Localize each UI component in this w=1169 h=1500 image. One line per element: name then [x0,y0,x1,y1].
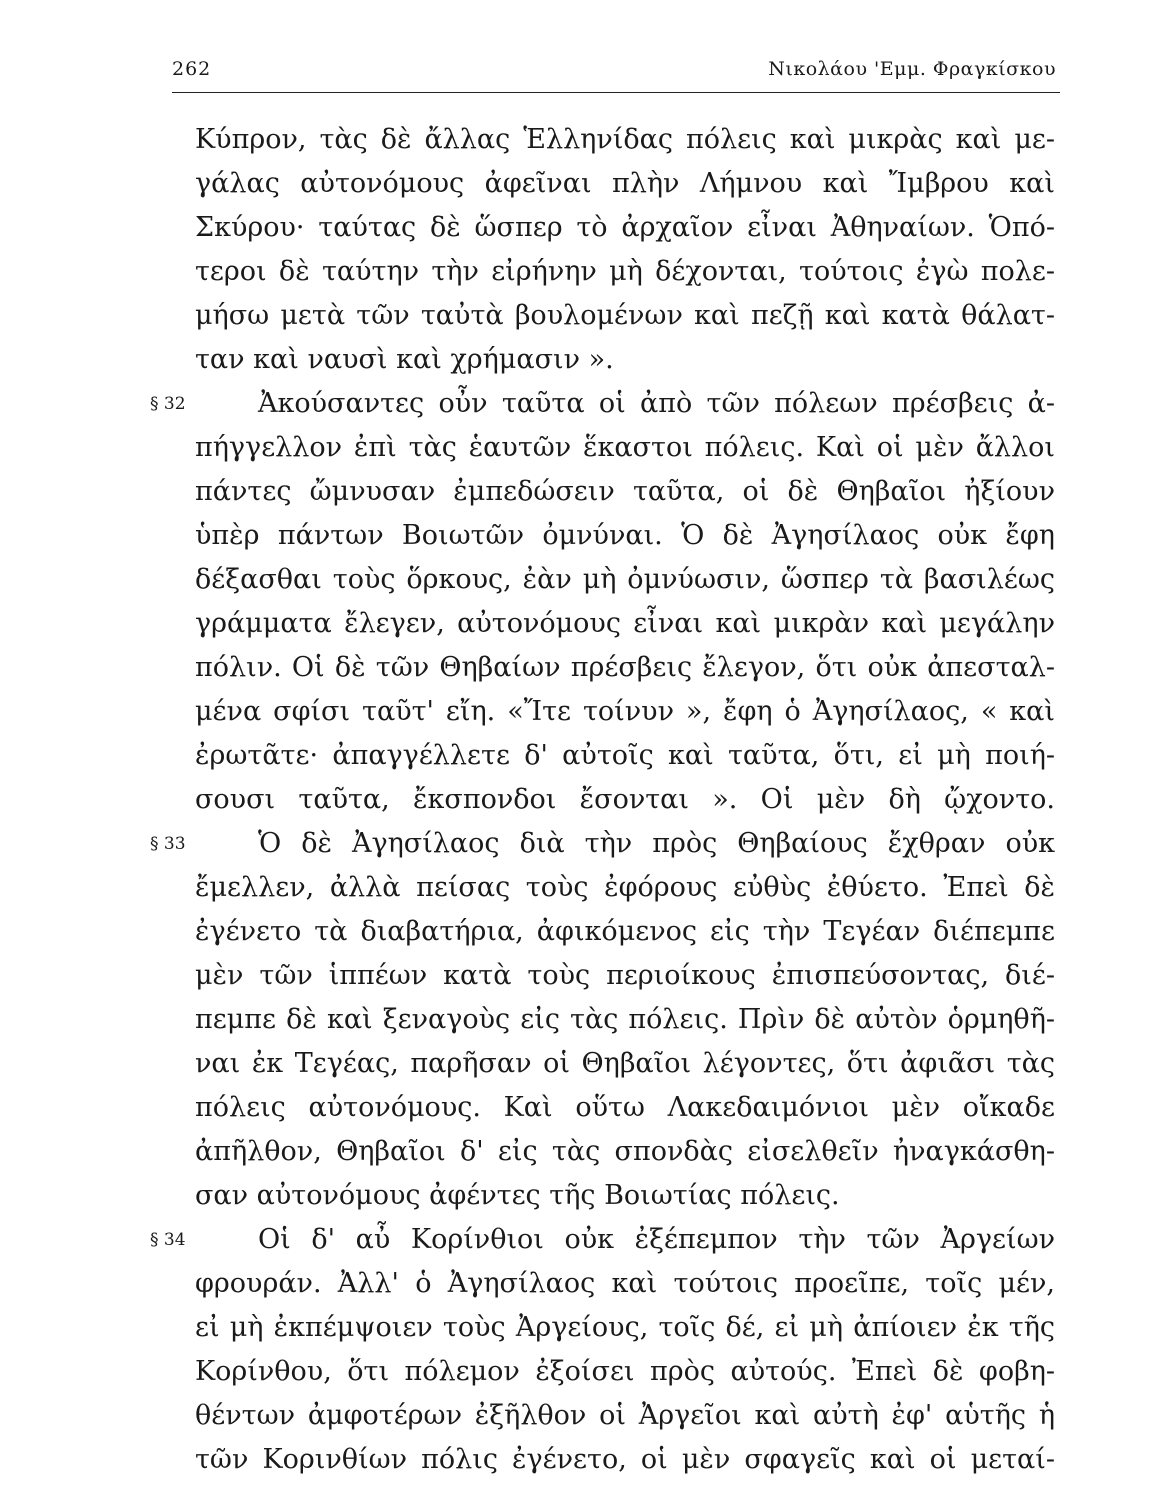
page-header [172,52,1060,90]
section-marker-33: § 33 [150,834,186,854]
text-line: φρουράν. Ἀλλ' ὁ Ἀγησίλαος καὶ τούτοις προεῖπε, τοῖς μέν, [195,1268,1055,1299]
text-line: Ὁ δὲ Ἀγησίλαος διὰ τὴν πρὸς Θηβαίους ἔχθραν οὐκ [258,828,1055,859]
text-line: γράμματα ἔλεγεν, αὐτονόμους εἶναι καὶ μικρὰν καὶ μεγάλην [195,608,1055,639]
text-line: σαν αὐτονόμους ἀφέντες τῆς Βοιωτίας πόλεις. [195,1180,840,1211]
text-line: Ἀκούσαντες οὖν ταῦτα οἱ ἀπὸ τῶν πόλεων πρέσβεις ἀ- [258,388,1055,419]
text-line: τεροι δὲ ταύτην τὴν εἰρήνην μὴ δέχονται, τούτοις ἐγὼ πολε- [195,256,1055,287]
text-line: ἔμελλεν, ἀλλὰ πείσας τοὺς ἐφόρους εὐθὺς ἐθύετο. Ἐπεὶ δὲ [195,872,1055,903]
text-line: πόλιν. Οἱ δὲ τῶν Θηβαίων πρέσβεις ἔλεγον, ὅτι οὐκ ἀπεσταλ- [195,652,1055,683]
text-line: εἰ μὴ ἐκπέμψοιεν τοὺς Ἀργείους, τοῖς δέ, εἰ μὴ ἀπίοιεν ἐκ τῆς [195,1312,1055,1343]
text-line: ταν καὶ ναυσὶ καὶ χρήμασιν ». [195,344,614,375]
text-line: Κύπρον, τὰς δὲ ἄλλας Ἑλληνίδας πόλεις καὶ μικρὰς καὶ με- [195,124,1055,155]
text-line: θέντων ἀμφοτέρων ἐξῆλθον οἱ Ἀργεῖοι καὶ αὐτὴ ἐφ' αὑτῆς ἡ [195,1400,1055,1431]
section-marker-32: § 32 [150,394,186,414]
text-line: τῶν Κορινθίων πόλις ἐγένετο, οἱ μὲν σφαγεῖς καὶ οἱ μεταί- [195,1444,1055,1475]
text-line: ἐγένετο τὰ διαβατήρια, ἀφικόμενος εἰς τὴν Τεγέαν διέπεμπε [195,916,1055,947]
text-line: ἐρωτᾶτε· ἀπαγγέλλετε δ' αὐτοῖς καὶ ταῦτα, ὅτι, εἰ μὴ ποιή- [195,740,1055,771]
text-line: πήγγελλον ἐπὶ τὰς ἑαυτῶν ἕκαστοι πόλεις. Καὶ οἱ μὲν ἄλλοι [195,432,1055,463]
text-line: μένα σφίσι ταῦτ' εἴη. «Ἴτε τοίνυν », ἔφη ὁ Ἀγησίλαος, « καὶ [195,696,1055,727]
text-line: ἀπῆλθον, Θηβαῖοι δ' εἰς τὰς σπονδὰς εἰσελθεῖν ἠναγκάσθη- [195,1136,1055,1167]
text-line: ναι ἐκ Τεγέας, παρῆσαν οἱ Θηβαῖοι λέγοντες, ὅτι ἀφιᾶσι τὰς [195,1048,1055,1079]
text-line: γάλας αὐτονόμους ἀφεῖναι πλὴν Λήμνου καὶ Ἴμβρου καὶ [195,168,1055,199]
text-line: ὑπὲρ πάντων Βοιωτῶν ὀμνύναι. Ὁ δὲ Ἀγησίλαος οὐκ ἔφη [195,520,1055,551]
header-rule [172,92,1060,93]
text-line: σουσι ταῦτα, ἔκσπονδοι ἔσονται ». Οἱ μὲν δὴ ᾤχοντο. [195,784,1055,815]
text-line: μὲν τῶν ἱππέων κατὰ τοὺς περιοίκους ἐπισπεύσοντας, διέ- [195,960,1055,991]
text-line: πόλεις αὐτονόμους. Καὶ οὕτω Λακεδαιμόνιοι μὲν οἴκαδε [195,1092,1055,1123]
text-line: πεμπε δὲ καὶ ξεναγοὺς εἰς τὰς πόλεις. Πρὶν δὲ αὐτὸν ὁρμηθῆ- [195,1004,1055,1035]
text-line: Σκύρου· ταύτας δὲ ὥσπερ τὸ ἀρχαῖον εἶναι Ἀθηναίων. Ὁπό- [195,212,1055,243]
text-line: μήσω μετὰ τῶν ταὐτὰ βουλομένων καὶ πεζῇ καὶ κατὰ θάλατ- [195,300,1055,331]
text-line: Κορίνθου, ὅτι πόλεμον ἐξοίσει πρὸς αὐτούς. Ἐπεὶ δὲ φοβη- [195,1356,1055,1387]
running-head: Νικολάου 'Εμμ. Φραγκίσκου [768,58,1056,80]
text-line: Οἱ δ' αὖ Κορίνθιοι οὐκ ἐξέπεμπον τὴν τῶν Ἀργείων [258,1224,1055,1255]
text-line: πάντες ὤμνυσαν ἐμπεδώσειν ταῦτα, οἱ δὲ Θηβαῖοι ἠξίουν [195,476,1055,507]
section-marker-34: § 34 [150,1230,186,1250]
text-line: δέξασθαι τοὺς ὅρκους, ἐὰν μὴ ὀμνύωσιν, ὥσπερ τὰ βασιλέως [195,564,1055,595]
page-number: 262 [172,58,212,80]
